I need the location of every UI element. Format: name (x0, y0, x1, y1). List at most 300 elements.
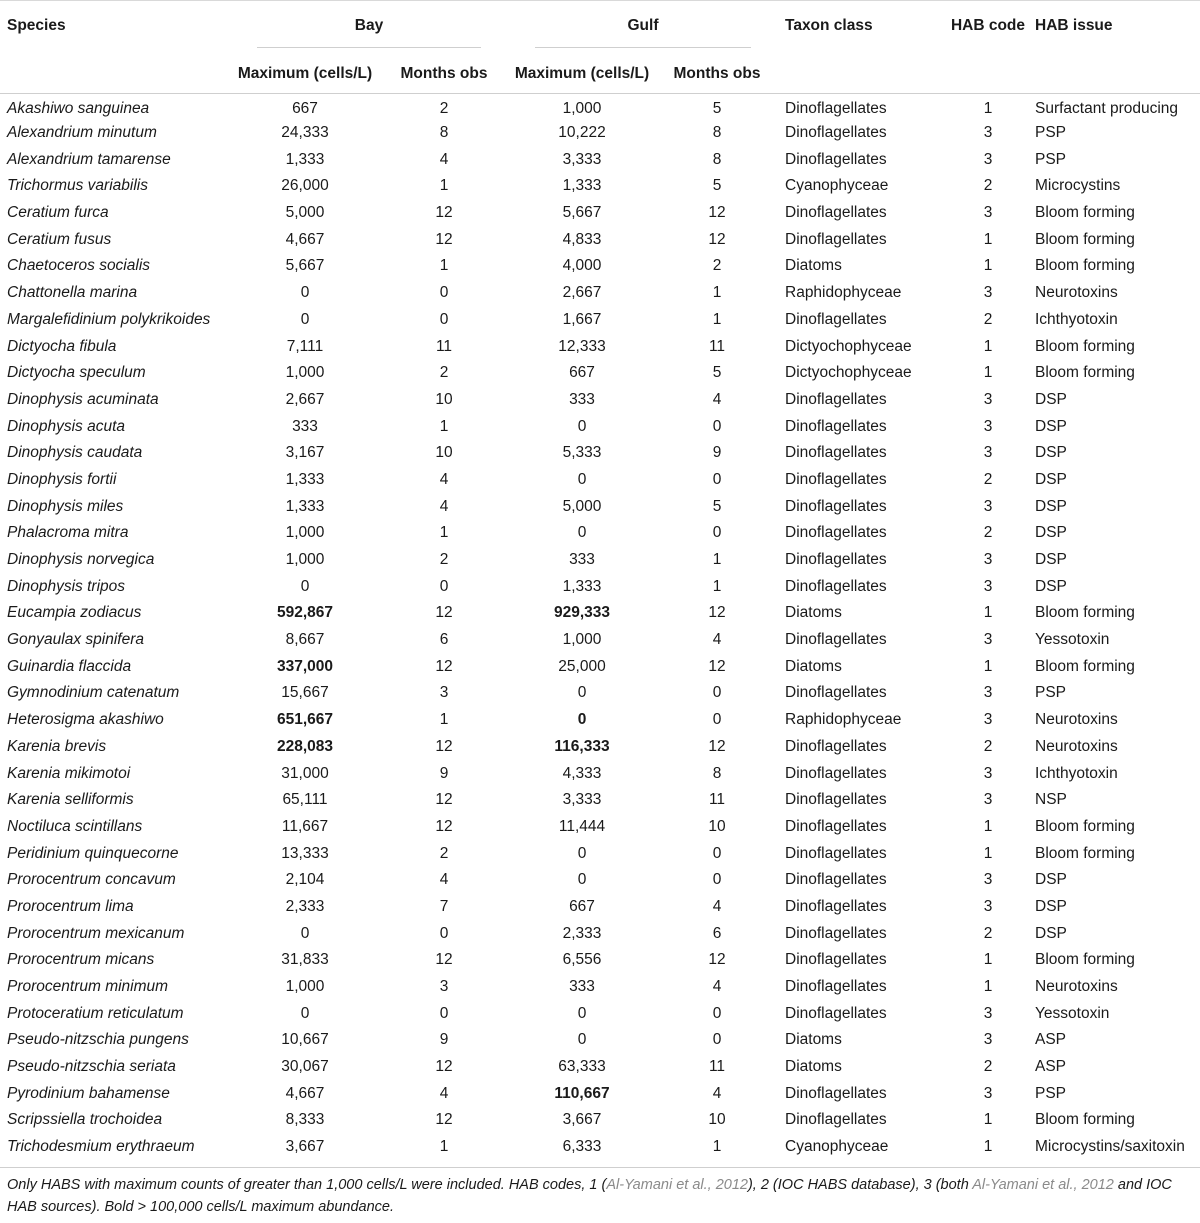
cell-gulf-months: 5 (712, 99, 722, 117)
cell-hab-code: 1 (983, 364, 993, 382)
cell-gulf-max: 333 (569, 978, 595, 996)
cell-hab-issue: DSP (1035, 551, 1067, 569)
cell-species: Phalacroma mitra (7, 524, 129, 542)
cell-species: Gonyaulax spinifera (7, 631, 144, 649)
cell-taxon-class: Dinoflagellates (785, 417, 887, 435)
cell-bay-months: 12 (435, 1111, 453, 1129)
cell-bay-months: 0 (439, 577, 449, 595)
table-row (0, 867, 1200, 894)
cell-bay-max: 4,667 (285, 1084, 325, 1102)
cell-bay-months: 4 (439, 470, 449, 488)
cell-hab-issue: Bloom forming (1035, 844, 1135, 862)
cell-gulf-months: 0 (712, 684, 722, 702)
cell-bay-max: 4,667 (285, 230, 325, 248)
header-gulf-max: Maximum (cells/L) (508, 49, 656, 93)
cell-gulf-months: 1 (712, 577, 722, 595)
cell-bay-max: 0 (300, 284, 310, 302)
cell-hab-issue: Neurotoxins (1035, 978, 1118, 996)
cell-hab-issue: Bloom forming (1035, 657, 1135, 675)
cell-hab-code: 1 (983, 978, 993, 996)
cell-gulf-max: 4,000 (562, 257, 602, 275)
cell-hab-issue: DSP (1035, 577, 1067, 595)
cell-bay-max: 5,667 (285, 257, 325, 275)
table-row (0, 627, 1200, 654)
cell-hab-issue: Yessotoxin (1035, 631, 1110, 649)
table-row (0, 600, 1200, 627)
cell-bay-months: 10 (435, 390, 453, 408)
cell-bay-months: 1 (439, 177, 449, 195)
cell-bay-months: 1 (439, 417, 449, 435)
cell-species: Alexandrium tamarense (7, 150, 171, 168)
cell-hab-issue: NSP (1035, 791, 1067, 809)
cell-hab-code: 3 (983, 684, 993, 702)
cell-species: Dictyocha fibula (7, 337, 117, 355)
table-row (0, 493, 1200, 520)
header-gulf-months: Months obs (656, 49, 778, 93)
table-row (0, 173, 1200, 200)
cell-hab-issue: Bloom forming (1035, 257, 1135, 275)
cell-species: Trichodesmium erythraeum (7, 1138, 195, 1156)
cell-bay-months: 12 (435, 951, 453, 969)
cell-bay-max: 24,333 (281, 124, 329, 142)
cell-hab-code: 3 (983, 897, 993, 915)
cell-taxon-class: Dinoflagellates (785, 1084, 887, 1102)
cell-bay-max: 11,667 (281, 817, 329, 835)
header-species: Species (7, 17, 66, 34)
cell-gulf-months: 0 (712, 1031, 722, 1049)
footnote-reference-2: Al-Yamani et al., 2012 (972, 1176, 1114, 1193)
cell-bay-months: 12 (435, 737, 453, 755)
cell-species: Eucampia zodiacus (7, 604, 142, 622)
cell-bay-months: 7 (439, 897, 449, 915)
cell-hab-code: 3 (983, 764, 993, 782)
cell-hab-code: 2 (983, 177, 993, 195)
cell-taxon-class: Diatoms (785, 604, 842, 622)
cell-bay-months: 1 (439, 524, 449, 542)
cell-gulf-months: 4 (712, 390, 722, 408)
footnote-text-2: ), 2 (IOC HABS database), 3 (both (747, 1176, 973, 1193)
cell-bay-max: 337,000 (276, 657, 334, 675)
cell-hab-issue: PSP (1035, 124, 1067, 142)
cell-gulf-months: 0 (712, 417, 722, 435)
cell-bay-months: 9 (439, 1031, 449, 1049)
cell-hab-issue: PSP (1035, 684, 1067, 702)
cell-gulf-max: 1,333 (562, 577, 602, 595)
cell-species: Dinophysis acuminata (7, 390, 159, 408)
cell-species: Pyrodinium bahamense (7, 1084, 170, 1102)
header-blank (0, 49, 230, 93)
cell-bay-max: 15,667 (281, 684, 329, 702)
table-header (0, 1, 1200, 94)
cell-species: Dictyocha speculum (7, 364, 146, 382)
cell-taxon-class: Raphidophyceae (785, 284, 902, 302)
header-gulf-group (508, 1, 778, 50)
table-row (0, 680, 1200, 707)
cell-gulf-max: 110,667 (554, 1084, 610, 1102)
cell-taxon-class: Dinoflagellates (785, 470, 887, 488)
table-row (0, 787, 1200, 814)
cell-species: Dinophysis norvegica (7, 551, 155, 569)
cell-gulf-months: 12 (708, 951, 726, 969)
cell-bay-months: 10 (435, 444, 453, 462)
table-row (0, 1027, 1200, 1054)
cell-bay-max: 651,667 (276, 711, 334, 729)
table-row (0, 573, 1200, 600)
cell-bay-months: 11 (435, 337, 453, 355)
table-row (0, 307, 1200, 334)
cell-hab-code: 3 (983, 1084, 993, 1102)
cell-bay-max: 1,000 (285, 551, 325, 569)
cell-bay-max: 2,333 (285, 897, 325, 915)
cell-hab-code: 2 (983, 524, 993, 542)
cell-hab-code: 3 (983, 711, 993, 729)
cell-taxon-class: Dinoflagellates (785, 1111, 887, 1129)
cell-bay-max: 10,667 (281, 1031, 329, 1049)
cell-gulf-max: 0 (577, 844, 587, 862)
cell-species: Dinophysis acuta (7, 417, 126, 435)
cell-gulf-months: 5 (712, 177, 722, 195)
cell-species: Karenia mikimotoi (7, 764, 131, 782)
cell-hab-code: 2 (983, 737, 993, 755)
cell-gulf-months: 8 (712, 124, 722, 142)
cell-taxon-class: Cyanophyceae (785, 1138, 889, 1156)
cell-species: Protoceratium reticulatum (7, 1004, 184, 1022)
cell-gulf-max: 1,333 (562, 177, 602, 195)
cell-gulf-max: 2,333 (562, 924, 602, 942)
table-body (0, 93, 1200, 1161)
table-row (0, 547, 1200, 574)
cell-bay-max: 3,667 (285, 1138, 325, 1156)
table-row (0, 653, 1200, 680)
cell-taxon-class: Dinoflagellates (785, 897, 887, 915)
cell-taxon-class: Diatoms (785, 1058, 842, 1076)
cell-gulf-months: 0 (712, 524, 722, 542)
cell-taxon-class: Dinoflagellates (785, 1004, 887, 1022)
cell-hab-issue: Bloom forming (1035, 951, 1135, 969)
cell-hab-code: 3 (983, 551, 993, 569)
cell-gulf-months: 10 (708, 1111, 726, 1129)
cell-bay-months: 4 (439, 150, 449, 168)
header-bay-group (230, 1, 508, 50)
cell-gulf-max: 6,556 (562, 951, 602, 969)
table-footnote (0, 1168, 1200, 1218)
cell-taxon-class: Dinoflagellates (785, 978, 887, 996)
header-bay-max: Maximum (cells/L) (230, 49, 380, 93)
table-row (0, 920, 1200, 947)
cell-gulf-months: 11 (708, 337, 726, 355)
cell-gulf-max: 5,667 (562, 204, 602, 222)
cell-hab-code: 3 (983, 284, 993, 302)
cell-gulf-max: 12,333 (558, 337, 606, 355)
cell-hab-issue: Neurotoxins (1035, 737, 1118, 755)
cell-taxon-class: Dinoflagellates (785, 310, 887, 328)
cell-taxon-class: Cyanophyceae (785, 177, 889, 195)
header-hab-code: HAB code (950, 17, 1026, 34)
cell-gulf-max: 0 (577, 684, 587, 702)
header-hab-issue: HAB issue (1035, 17, 1113, 34)
cell-bay-months: 12 (435, 791, 453, 809)
cell-taxon-class: Dinoflagellates (785, 844, 887, 862)
cell-hab-issue: DSP (1035, 524, 1067, 542)
cell-gulf-months: 8 (712, 764, 722, 782)
cell-species: Trichormus variabilis (7, 177, 148, 195)
cell-bay-months: 3 (439, 978, 449, 996)
cell-hab-code: 2 (983, 1058, 993, 1076)
cell-taxon-class: Diatoms (785, 257, 842, 275)
cell-bay-max: 667 (292, 99, 318, 117)
cell-gulf-max: 0 (577, 1004, 587, 1022)
cell-gulf-months: 6 (712, 924, 722, 942)
cell-hab-code: 1 (983, 1111, 993, 1129)
cell-taxon-class: Dinoflagellates (785, 764, 887, 782)
cell-gulf-max: 0 (577, 711, 587, 729)
table-row (0, 93, 1200, 120)
header-taxon: Taxon class (785, 17, 873, 34)
cell-bay-max: 0 (300, 577, 310, 595)
cell-bay-max: 1,000 (285, 364, 325, 382)
header-bay: Bay (257, 17, 481, 48)
cell-taxon-class: Diatoms (785, 657, 842, 675)
table-row (0, 974, 1200, 1001)
cell-species: Scripssiella trochoidea (7, 1111, 163, 1129)
table-row (0, 734, 1200, 761)
cell-hab-code: 3 (983, 577, 993, 595)
cell-gulf-max: 0 (577, 417, 587, 435)
cell-hab-code: 1 (983, 99, 993, 117)
cell-bay-max: 26,000 (281, 177, 329, 195)
cell-gulf-months: 10 (708, 817, 726, 835)
cell-taxon-class: Dictyochophyceae (785, 337, 912, 355)
cell-hab-code: 1 (983, 657, 993, 675)
cell-species: Pseudo-nitzschia pungens (7, 1031, 189, 1049)
cell-species: Dinophysis caudata (7, 444, 143, 462)
cell-hab-issue: Yessotoxin (1035, 1004, 1110, 1022)
cell-hab-code: 2 (983, 310, 993, 328)
cell-gulf-max: 0 (577, 524, 587, 542)
cell-hab-issue: Bloom forming (1035, 1111, 1135, 1129)
table-row (0, 707, 1200, 734)
cell-hab-code: 3 (983, 497, 993, 515)
cell-taxon-class: Dinoflagellates (785, 577, 887, 595)
cell-bay-months: 12 (435, 604, 453, 622)
cell-bay-months: 2 (439, 364, 449, 382)
cell-species: Akashiwo sanguinea (7, 99, 150, 117)
table-row (0, 894, 1200, 921)
cell-species: Chattonella marina (7, 284, 138, 302)
cell-gulf-max: 4,333 (562, 764, 602, 782)
cell-taxon-class: Dinoflagellates (785, 791, 887, 809)
cell-species: Peridinium quinquecorne (7, 844, 179, 862)
cell-gulf-max: 0 (577, 470, 587, 488)
cell-hab-issue: Ichthyotoxin (1035, 764, 1118, 782)
cell-gulf-max: 10,222 (558, 124, 606, 142)
cell-hab-issue: Ichthyotoxin (1035, 310, 1118, 328)
cell-gulf-months: 11 (708, 1058, 726, 1076)
cell-gulf-max: 0 (577, 871, 587, 889)
cell-bay-max: 592,867 (276, 604, 334, 622)
cell-bay-months: 4 (439, 1084, 449, 1102)
cell-taxon-class: Dictyochophyceae (785, 364, 912, 382)
cell-gulf-max: 2,667 (562, 284, 602, 302)
cell-bay-months: 4 (439, 497, 449, 515)
cell-bay-months: 3 (439, 684, 449, 702)
table-row (0, 1107, 1200, 1134)
cell-bay-max: 8,667 (285, 631, 325, 649)
cell-taxon-class: Dinoflagellates (785, 924, 887, 942)
table-row (0, 1134, 1200, 1161)
cell-hab-code: 3 (983, 631, 993, 649)
cell-taxon-class: Dinoflagellates (785, 497, 887, 515)
cell-gulf-months: 1 (712, 1138, 722, 1156)
cell-bay-max: 65,111 (282, 791, 328, 809)
cell-bay-months: 0 (439, 924, 449, 942)
cell-hab-issue: Surfactant producing (1035, 99, 1179, 117)
cell-gulf-months: 4 (712, 631, 722, 649)
cell-gulf-months: 0 (712, 1004, 722, 1022)
cell-gulf-max: 1,667 (562, 310, 602, 328)
cell-gulf-months: 12 (708, 657, 726, 675)
cell-taxon-class: Raphidophyceae (785, 711, 902, 729)
cell-bay-max: 1,333 (285, 150, 325, 168)
cell-taxon-class: Diatoms (785, 1031, 842, 1049)
footnote-text-3: and IOC HAB sources). Bold > 100,000 cells/L maximum abundance. (7, 1176, 1172, 1215)
cell-hab-code: 1 (983, 257, 993, 275)
cell-bay-months: 2 (439, 99, 449, 117)
cell-hab-issue: PSP (1035, 150, 1067, 168)
cell-gulf-months: 11 (708, 791, 726, 809)
header-blank (1028, 49, 1200, 93)
cell-gulf-max: 4,833 (562, 230, 602, 248)
cell-species: Prorocentrum lima (7, 897, 134, 915)
cell-bay-max: 0 (300, 310, 310, 328)
cell-hab-code: 3 (983, 124, 993, 142)
cell-taxon-class: Dinoflagellates (785, 871, 887, 889)
cell-gulf-max: 11,444 (558, 817, 606, 835)
cell-taxon-class: Dinoflagellates (785, 230, 887, 248)
cell-hab-issue: DSP (1035, 390, 1067, 408)
cell-hab-code: 3 (983, 871, 993, 889)
cell-bay-months: 8 (439, 124, 449, 142)
cell-bay-max: 333 (292, 417, 318, 435)
cell-hab-code: 1 (983, 951, 993, 969)
cell-hab-issue: Bloom forming (1035, 364, 1135, 382)
cell-hab-issue: DSP (1035, 497, 1067, 515)
cell-bay-months: 0 (439, 1004, 449, 1022)
cell-gulf-max: 5,333 (562, 444, 602, 462)
cell-gulf-months: 1 (712, 310, 722, 328)
header-gulf: Gulf (535, 17, 751, 48)
cell-hab-code: 3 (983, 1031, 993, 1049)
cell-bay-months: 2 (439, 844, 449, 862)
table-row (0, 253, 1200, 280)
cell-hab-issue: ASP (1035, 1031, 1067, 1049)
cell-gulf-months: 0 (712, 871, 722, 889)
cell-taxon-class: Dinoflagellates (785, 204, 887, 222)
cell-species: Ceratium fusus (7, 230, 112, 248)
cell-hab-issue: PSP (1035, 1084, 1067, 1102)
cell-taxon-class: Dinoflagellates (785, 737, 887, 755)
cell-gulf-max: 3,333 (562, 791, 602, 809)
cell-bay-months: 6 (439, 631, 449, 649)
cell-gulf-max: 116,333 (554, 737, 610, 755)
cell-gulf-max: 6,333 (562, 1138, 602, 1156)
cell-gulf-months: 1 (712, 284, 722, 302)
table-row (0, 226, 1200, 253)
cell-bay-max: 0 (300, 924, 310, 942)
cell-hab-code: 3 (983, 1004, 993, 1022)
cell-bay-months: 12 (435, 1058, 453, 1076)
cell-gulf-max: 929,333 (553, 604, 611, 622)
table-row (0, 146, 1200, 173)
cell-gulf-max: 5,000 (562, 497, 602, 515)
cell-gulf-max: 667 (569, 364, 595, 382)
cell-species: Alexandrium minutum (7, 124, 157, 142)
cell-species: Dinophysis miles (7, 497, 124, 515)
cell-gulf-max: 333 (569, 551, 595, 569)
cell-bay-max: 228,083 (276, 737, 334, 755)
cell-gulf-max: 667 (569, 897, 595, 915)
table-row (0, 1000, 1200, 1027)
header-blank (778, 49, 948, 93)
table-row (0, 814, 1200, 841)
cell-gulf-max: 3,333 (562, 150, 602, 168)
cell-gulf-months: 12 (708, 204, 726, 222)
table-row (0, 947, 1200, 974)
cell-species: Prorocentrum concavum (7, 871, 176, 889)
cell-hab-code: 1 (983, 844, 993, 862)
cell-bay-max: 8,333 (285, 1111, 325, 1129)
cell-bay-months: 12 (435, 817, 453, 835)
cell-bay-months: 1 (439, 257, 449, 275)
cell-gulf-months: 0 (712, 711, 722, 729)
cell-bay-max: 1,333 (285, 497, 325, 515)
cell-hab-issue: ASP (1035, 1058, 1067, 1076)
cell-gulf-months: 9 (712, 444, 722, 462)
cell-gulf-months: 0 (712, 470, 722, 488)
cell-hab-code: 1 (983, 604, 993, 622)
cell-gulf-months: 12 (708, 230, 726, 248)
cell-taxon-class: Dinoflagellates (785, 150, 887, 168)
cell-taxon-class: Dinoflagellates (785, 124, 887, 142)
cell-gulf-months: 1 (712, 551, 722, 569)
cell-hab-issue: Bloom forming (1035, 817, 1135, 835)
cell-bay-months: 12 (435, 657, 453, 675)
cell-bay-months: 2 (439, 551, 449, 569)
cell-taxon-class: Dinoflagellates (785, 551, 887, 569)
cell-hab-code: 2 (983, 470, 993, 488)
cell-hab-issue: DSP (1035, 470, 1067, 488)
cell-gulf-max: 3,667 (562, 1111, 602, 1129)
cell-gulf-months: 4 (712, 897, 722, 915)
cell-taxon-class: Dinoflagellates (785, 99, 887, 117)
cell-hab-issue: Microcystins/saxitoxin (1035, 1138, 1185, 1156)
table-row (0, 120, 1200, 147)
cell-gulf-months: 8 (712, 150, 722, 168)
cell-hab-issue: Bloom forming (1035, 337, 1135, 355)
cell-gulf-max: 25,000 (558, 657, 606, 675)
cell-species: Guinardia flaccida (7, 657, 132, 675)
cell-hab-issue: DSP (1035, 897, 1067, 915)
table-row (0, 440, 1200, 467)
table-row (0, 1080, 1200, 1107)
cell-gulf-max: 1,000 (562, 99, 602, 117)
cell-bay-max: 2,104 (285, 871, 325, 889)
cell-gulf-months: 12 (708, 737, 726, 755)
cell-taxon-class: Dinoflagellates (785, 524, 887, 542)
cell-hab-issue: Bloom forming (1035, 204, 1135, 222)
cell-bay-months: 0 (439, 310, 449, 328)
cell-bay-max: 5,000 (285, 204, 325, 222)
